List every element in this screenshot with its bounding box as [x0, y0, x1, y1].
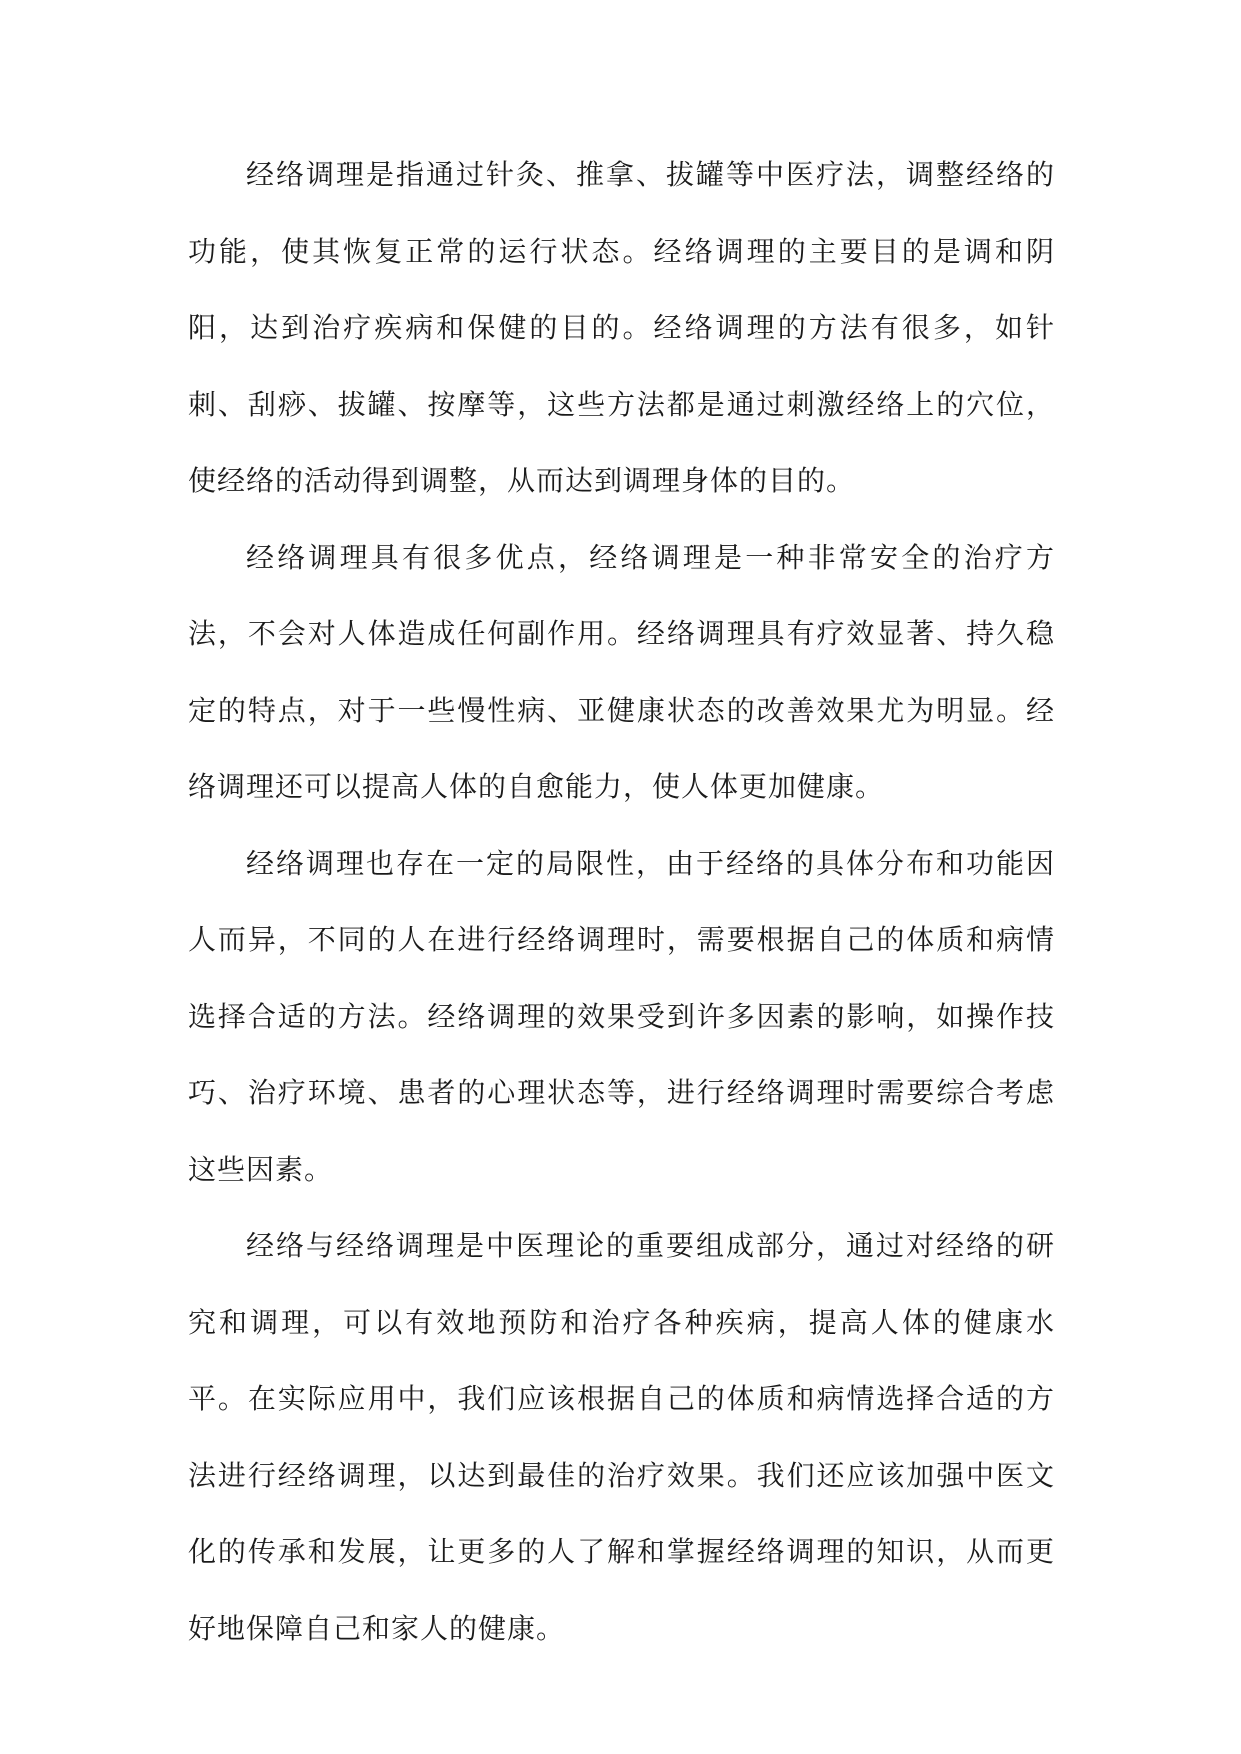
- paragraph-3: 经络调理也存在一定的局限性，由于经络的具体分布和功能因人而异，不同的人在进行经络调理时，需要根据自己的体质和病情选择合适的方法。经络调理的效果受到许多因素的影响，如操作技巧、治疗环境、患者的心理状态等，进行经络调理时需要综合考虑这些因素。: [188, 846, 1055, 1186]
- paragraph-4: 经络与经络调理是中医理论的重要组成部分，通过对经络的研究和调理，可以有效地预防和治疗各种疾病，提高人体的健康水平。在实际应用中，我们应该根据自己的体质和病情选择合适的方法进行经络调理，以达到最佳的治疗效果。我们还应该加强中医文化的传承和发展，让更多的人了解和掌握经络调理的知识，从而更好地保障自己和家人的健康。: [188, 1229, 1055, 1645]
- paragraph-2: 经络调理具有很多优点，经络调理是一种非常安全的治疗方法，不会对人体造成任何副作用。经络调理具有疗效显著、持久稳定的特点，对于一些慢性病、亚健康状态的改善效果尤为明显。经络调理还可以提高人体的自愈能力，使人体更加健康。: [188, 540, 1055, 803]
- document-body: [188, 137, 1055, 1667]
- paragraph-1: 经络调理是指通过针灸、推拿、拔罐等中医疗法，调整经络的功能，使其恢复正常的运行状态。经络调理的主要目的是调和阴阳，达到治疗疾病和保健的目的。经络调理的方法有很多，如针刺、刮痧、拔罐、按摩等，这些方法都是通过刺激经络上的穴位，使经络的活动得到调整，从而达到调理身体的目的。: [188, 158, 1055, 497]
